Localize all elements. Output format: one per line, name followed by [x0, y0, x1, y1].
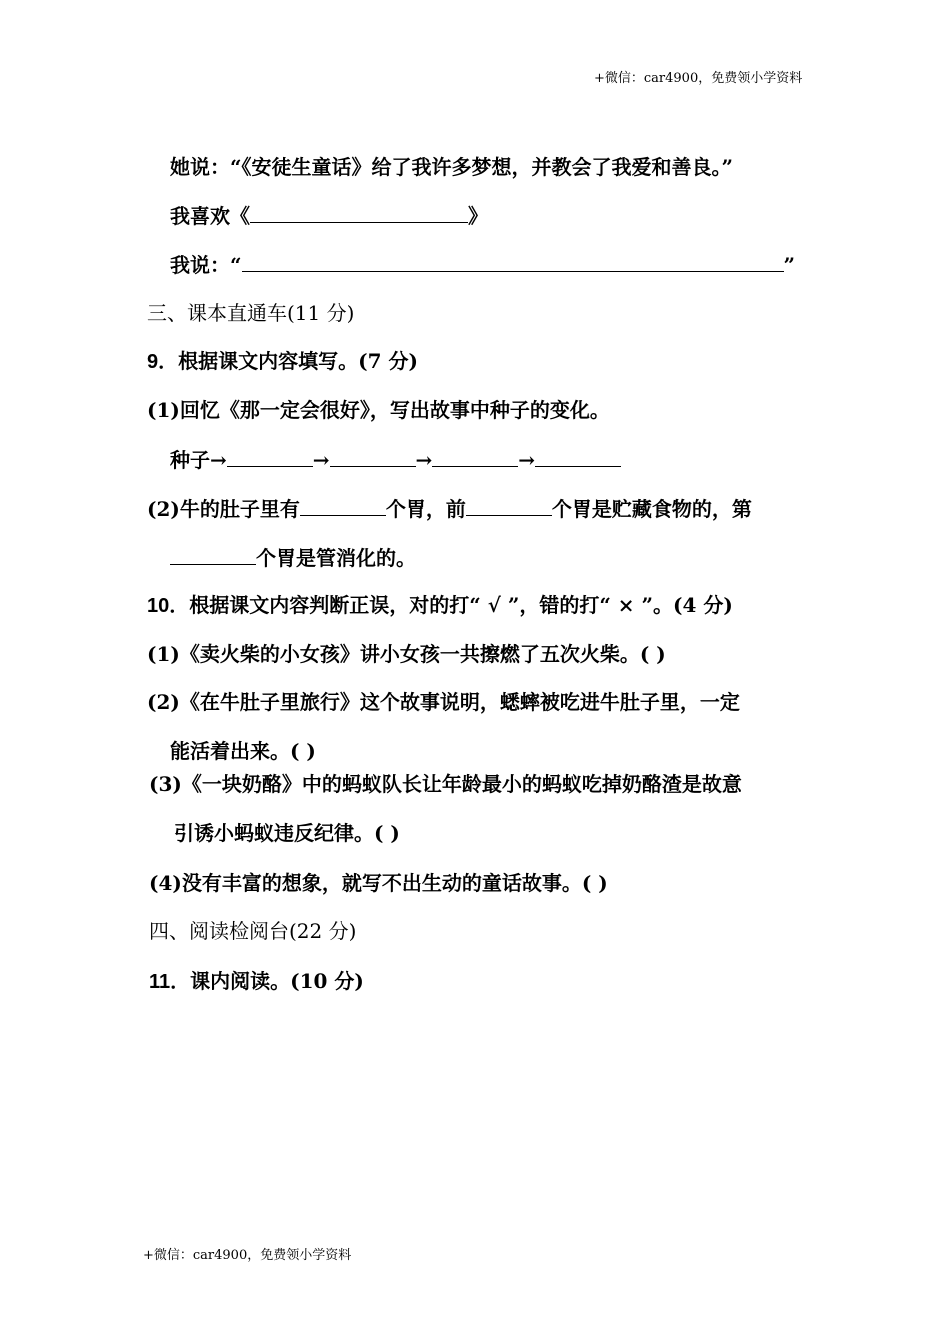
say-blank[interactable] [242, 251, 784, 272]
question-10-number: 10 [147, 595, 170, 617]
question-11-text: ．课内阅读。(10 分) [170, 969, 364, 993]
arrow-icon: → [518, 448, 536, 472]
seed-blank-1[interactable] [227, 446, 313, 467]
book-blank[interactable] [250, 202, 468, 223]
say-prefix: 我说：“ [170, 253, 242, 277]
arrow-icon: → [210, 448, 227, 472]
judgment-item-2: (2)《在牛肚子里旅行》这个故事说明，蟋蟀被吃进牛肚子里，一定 [147, 690, 740, 714]
seed-blank-4[interactable] [535, 446, 621, 467]
question-9-part-2 [147, 495, 752, 522]
seed-label: 种子 [170, 448, 210, 472]
watermark-top: +微信：car4900，免费领小学资料 [594, 71, 803, 86]
seed-chain [170, 446, 621, 473]
cow-text-c: 个胃是贮藏食物的，第 [551, 497, 752, 521]
seed-blank-2[interactable] [330, 446, 416, 467]
arrow-icon: → [415, 448, 433, 472]
stomach-count-blank[interactable] [300, 495, 386, 516]
like-prefix: 我喜欢《 [170, 204, 250, 228]
say-suffix: ” [783, 253, 796, 277]
like-suffix: 》 [468, 204, 488, 228]
question-9-number: 9 [147, 351, 159, 373]
question-9-part-1: (1)回忆《那一定会很好》，写出故事中种子的变化。 [147, 398, 610, 422]
question-11-number: 11 [149, 971, 171, 993]
cow-text-d: 个胃是管消化的。 [256, 546, 416, 570]
judgment-item-2-cont: 能活着出来。( ) [170, 739, 316, 763]
digest-stomach-blank[interactable] [170, 544, 256, 565]
arrow-icon: → [312, 448, 330, 472]
question-9-part-2-cont [170, 544, 416, 571]
judgment-item-4: (4)没有丰富的想象，就写不出生动的童话故事。( ) [149, 871, 608, 895]
watermark-bottom: +微信：car4900，免费领小学资料 [143, 1248, 352, 1263]
question-9-text: ．根据课文内容填写。(7 分) [158, 349, 418, 373]
like-line [170, 202, 488, 229]
judgment-item-1: (1)《卖火柴的小女孩》讲小女孩一共擦燃了五次火柴。( ) [147, 642, 666, 666]
judgment-item-3: (3)《一块奶酪》中的蚂蚁队长让年龄最小的蚂蚁吃掉奶酪渣是故意 [149, 772, 742, 796]
section-4-heading: 四、阅读检阅台(22 分) [149, 919, 357, 943]
seed-blank-3[interactable] [432, 446, 518, 467]
question-10-text: ．根据课文内容判断正误，对的打“ √ ”，错的打“ × ”。(4 分) [169, 593, 733, 617]
quote-line: 她说：“《安徒生童话》给了我许多梦想，并教会了我爱和善良。” [170, 155, 734, 179]
question-9 [147, 348, 418, 375]
say-line [170, 251, 795, 278]
question-11 [149, 968, 364, 995]
question-10 [147, 592, 733, 619]
section-3-heading: 三、课本直通车(11 分) [147, 301, 355, 325]
cow-text-a: (2)牛的肚子里有 [147, 497, 300, 521]
storage-stomach-blank[interactable] [466, 495, 552, 516]
judgment-item-3-cont: 引诱小蚂蚁违反纪律。( ) [174, 821, 400, 845]
cow-text-b: 个胃，前 [385, 497, 466, 521]
